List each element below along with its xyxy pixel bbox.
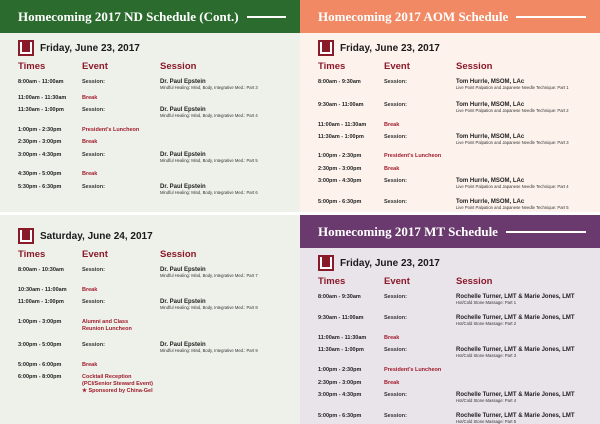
event: Session: (82, 267, 105, 273)
event: Break (384, 380, 400, 386)
event: Session: (82, 152, 105, 158)
table-row (318, 134, 590, 145)
event: Break (384, 166, 400, 172)
event: Session: (384, 347, 407, 353)
header-times: Times (318, 61, 346, 72)
event: Break (82, 139, 98, 145)
time: 5:00pm - 6:30pm (318, 199, 362, 205)
table-row (318, 178, 590, 189)
event: Session: (384, 392, 407, 398)
speaker: Rochelle Turner, LMT & Marie Jones, LMT (456, 347, 575, 353)
time: 2:30pm - 3:00pm (318, 380, 362, 386)
time: 11:00am - 11:30am (318, 335, 367, 341)
table-row (318, 166, 590, 172)
naturopathic-logo-icon (18, 40, 34, 56)
table-row (18, 374, 290, 395)
time: 1:00pm - 2:30pm (318, 367, 362, 373)
table-row (18, 287, 290, 293)
header-session: Session (456, 276, 493, 287)
table-row (18, 107, 290, 118)
session-desc: Mindful Healing: Mind, Body, Integrative Med.: Part 5 (160, 158, 258, 163)
event: Break (82, 362, 98, 368)
time: 8:00am - 10:30am (18, 267, 64, 273)
banner-rule (506, 231, 586, 233)
table-row (18, 127, 290, 133)
column-headers (18, 249, 300, 261)
speaker: Rochelle Turner, LMT & Marie Jones, LMT (456, 413, 575, 419)
time: 11:30am - 1:00pm (18, 107, 64, 113)
day-label: Friday, June 23, 2017 (40, 42, 140, 54)
table-row (318, 367, 590, 373)
speaker: Dr. Paul Epstein (160, 184, 206, 190)
session-desc: Live Point Palpation and Japanese Needle Technique: Part 3 (456, 140, 569, 145)
session-desc: Mindful Healing: Mind, Body, Integrative Med.: Part 7 (160, 273, 258, 278)
time: 11:00am - 11:30am (18, 95, 67, 101)
column-headers (318, 61, 600, 73)
event: Session: (82, 184, 105, 190)
table-row (18, 95, 290, 101)
header-session: Session (160, 61, 197, 72)
event-line-2: Reunion Luncheon (82, 326, 132, 332)
table-row (18, 319, 290, 333)
speaker: Tom Hurrle, MSOM, LAc (456, 134, 525, 140)
header-times: Times (18, 249, 46, 260)
time: 4:30pm - 5:00pm (18, 171, 62, 177)
header-session: Session (160, 249, 197, 260)
session-desc: Live Point Palpation and Japanese Needle Technique: Part 5 (456, 205, 569, 210)
session-desc: Mindful Healing: Mind, Body, Integrative Med.: Part 6 (160, 190, 258, 195)
time: 11:30am - 1:00pm (318, 347, 364, 353)
event-line-2: (PCI/Senior Steward Event) (82, 381, 153, 387)
event: Break (384, 335, 400, 341)
nd-schedule-panel-saturday (0, 212, 300, 424)
speaker: Dr. Paul Epstein (160, 79, 206, 85)
time: 5:30pm - 6:30pm (18, 184, 62, 190)
table-row (18, 342, 290, 353)
table-row (18, 79, 290, 90)
banner-rule (247, 16, 286, 18)
day-label: Friday, June 23, 2017 (340, 42, 440, 54)
time: 1:00pm - 2:30pm (318, 153, 362, 159)
session-desc: Hot/Cold Stone Massage: Part 3 (456, 353, 517, 358)
event: Session: (384, 199, 407, 205)
event: Cocktail Reception (82, 374, 132, 380)
session-desc: Mindful Healing: Mind, Body, Integrative Med.: Part 3 (160, 85, 258, 90)
event: Session: (384, 102, 407, 108)
event: Session: (384, 413, 407, 419)
naturopathic-logo-icon (18, 228, 34, 244)
time: 9:30am - 11:00am (318, 102, 364, 108)
naturopathic-logo-icon (318, 255, 334, 271)
table-row (318, 413, 590, 424)
speaker: Rochelle Turner, LMT & Marie Jones, LMT (456, 392, 575, 398)
nd-schedule-panel-friday (0, 0, 300, 212)
event: Break (82, 95, 98, 101)
speaker: Tom Hurrle, MSOM, LAc (456, 79, 525, 85)
column-headers (318, 276, 600, 288)
session-desc: Hot/Cold Stone Massage: Part 1 (456, 300, 517, 305)
mt-schedule-panel (300, 212, 600, 424)
table-row (18, 362, 290, 368)
table-row (318, 347, 590, 358)
day-heading (318, 254, 600, 272)
speaker: Rochelle Turner, LMT & Marie Jones, LMT (456, 294, 575, 300)
event: Break (82, 171, 98, 177)
mt-title: Homecoming 2017 MT Schedule (318, 223, 498, 239)
naturopathic-logo-icon (318, 40, 334, 56)
time: 8:00am - 9:30am (318, 79, 361, 85)
table-row (18, 267, 290, 278)
speaker: Tom Hurrle, MSOM, LAc (456, 178, 525, 184)
table-row (18, 184, 290, 195)
event: Alumni and Class (82, 319, 129, 325)
header-event: Event (384, 276, 410, 287)
table-row (318, 122, 590, 128)
event: Session: (82, 342, 105, 348)
time: 5:00pm - 6:30pm (318, 413, 362, 419)
day-heading (318, 39, 600, 57)
event: Break (384, 122, 400, 128)
table-row (18, 152, 290, 163)
event: President's Luncheon (384, 153, 442, 159)
time: 1:00pm - 3:00pm (18, 319, 62, 325)
header-event: Event (82, 249, 108, 260)
session-desc: Hot/Cold Stone Massage: Part 4 (456, 398, 517, 403)
header-session: Session (456, 61, 493, 72)
table-row (18, 299, 290, 310)
speaker: Tom Hurrle, MSOM, LAc (456, 102, 525, 108)
time: 3:00pm - 4:30pm (318, 178, 362, 184)
event: Session: (384, 294, 407, 300)
table-row (318, 199, 590, 210)
event: Break (82, 287, 98, 293)
sponsor-note: ★ Sponsored by China-Gel (82, 388, 153, 394)
time: 10:30am - 11:00am (18, 287, 67, 293)
aom-title: Homecoming 2017 AOM Schedule (318, 8, 509, 24)
time: 11:00am - 11:30am (318, 122, 367, 128)
table-row (318, 380, 590, 386)
time: 2:30pm - 3:00pm (318, 166, 362, 172)
event: President's Luncheon (82, 127, 140, 133)
event: Session: (82, 107, 105, 113)
column-headers (18, 61, 300, 73)
speaker: Tom Hurrle, MSOM, LAc (456, 199, 525, 205)
time: 2:30pm - 3:00pm (18, 139, 62, 145)
day-heading (18, 39, 300, 57)
event: Session: (384, 178, 407, 184)
time: 11:00am - 1:00pm (18, 299, 64, 305)
banner-rule (516, 16, 586, 18)
time: 8:00am - 9:30am (318, 294, 361, 300)
time: 8:00am - 11:00am (18, 79, 64, 85)
session-desc: Mindful Healing: Mind, Body, Integrative Med.: Part 8 (160, 305, 258, 310)
day-heading (18, 227, 300, 245)
speaker: Dr. Paul Epstein (160, 342, 206, 348)
day-label: Friday, June 23, 2017 (340, 257, 440, 269)
header-event: Event (384, 61, 410, 72)
table-row (318, 392, 590, 403)
time: 1:00pm - 2:30pm (18, 127, 62, 133)
mt-banner (300, 215, 600, 248)
session-desc: Hot/Cold Stone Massage: Part 2 (456, 321, 517, 326)
speaker: Dr. Paul Epstein (160, 299, 206, 305)
event: Session: (384, 79, 407, 85)
table-row (318, 79, 590, 90)
speaker: Dr. Paul Epstein (160, 267, 206, 273)
session-desc: Live Point Palpation and Japanese Needle Technique: Part 2 (456, 108, 569, 113)
table-row (18, 171, 290, 177)
header-event: Event (82, 61, 108, 72)
speaker: Dr. Paul Epstein (160, 152, 206, 158)
table-row (318, 315, 590, 326)
header-times: Times (318, 276, 346, 287)
time: 5:00pm - 6:00pm (18, 362, 62, 368)
event: Session: (82, 79, 105, 85)
nd-title: Homecoming 2017 ND Schedule (Cont.) (18, 8, 239, 24)
time: 6:00pm - 8:00pm (18, 374, 62, 380)
time: 3:00pm - 5:00pm (18, 342, 62, 348)
speaker: Rochelle Turner, LMT & Marie Jones, LMT (456, 315, 575, 321)
aom-banner (300, 0, 600, 33)
event: President's Luncheon (384, 367, 442, 373)
day-label: Saturday, June 24, 2017 (40, 230, 153, 242)
session-desc: Mindful Healing: Mind, Body, Integrative Med.: Part 4 (160, 113, 258, 118)
table-row (18, 139, 290, 145)
event: Session: (384, 315, 407, 321)
header-times: Times (18, 61, 46, 72)
session-desc: Live Point Palpation and Japanese Needle Technique: Part 4 (456, 184, 569, 189)
speaker: Dr. Paul Epstein (160, 107, 206, 113)
table-row (318, 294, 590, 305)
table-row (318, 335, 590, 341)
session-desc: Live Point Palpation and Japanese Needle Technique: Part 1 (456, 85, 569, 90)
nd-banner (0, 0, 300, 33)
time: 9:30am - 11:00am (318, 315, 364, 321)
table-row (318, 102, 590, 113)
aom-schedule-panel (300, 0, 600, 212)
event: Session: (384, 134, 407, 140)
table-row (318, 153, 590, 159)
time: 3:00pm - 4:30pm (18, 152, 62, 158)
time: 11:30am - 1:00pm (318, 134, 364, 140)
event: Session: (82, 299, 105, 305)
time: 3:00pm - 4:30pm (318, 392, 362, 398)
session-desc: Mindful Healing: Mind, Body, Integrative Med.: Part 9 (160, 348, 258, 353)
session-desc: Hot/Cold Stone Massage: Part 5 (456, 419, 517, 424)
